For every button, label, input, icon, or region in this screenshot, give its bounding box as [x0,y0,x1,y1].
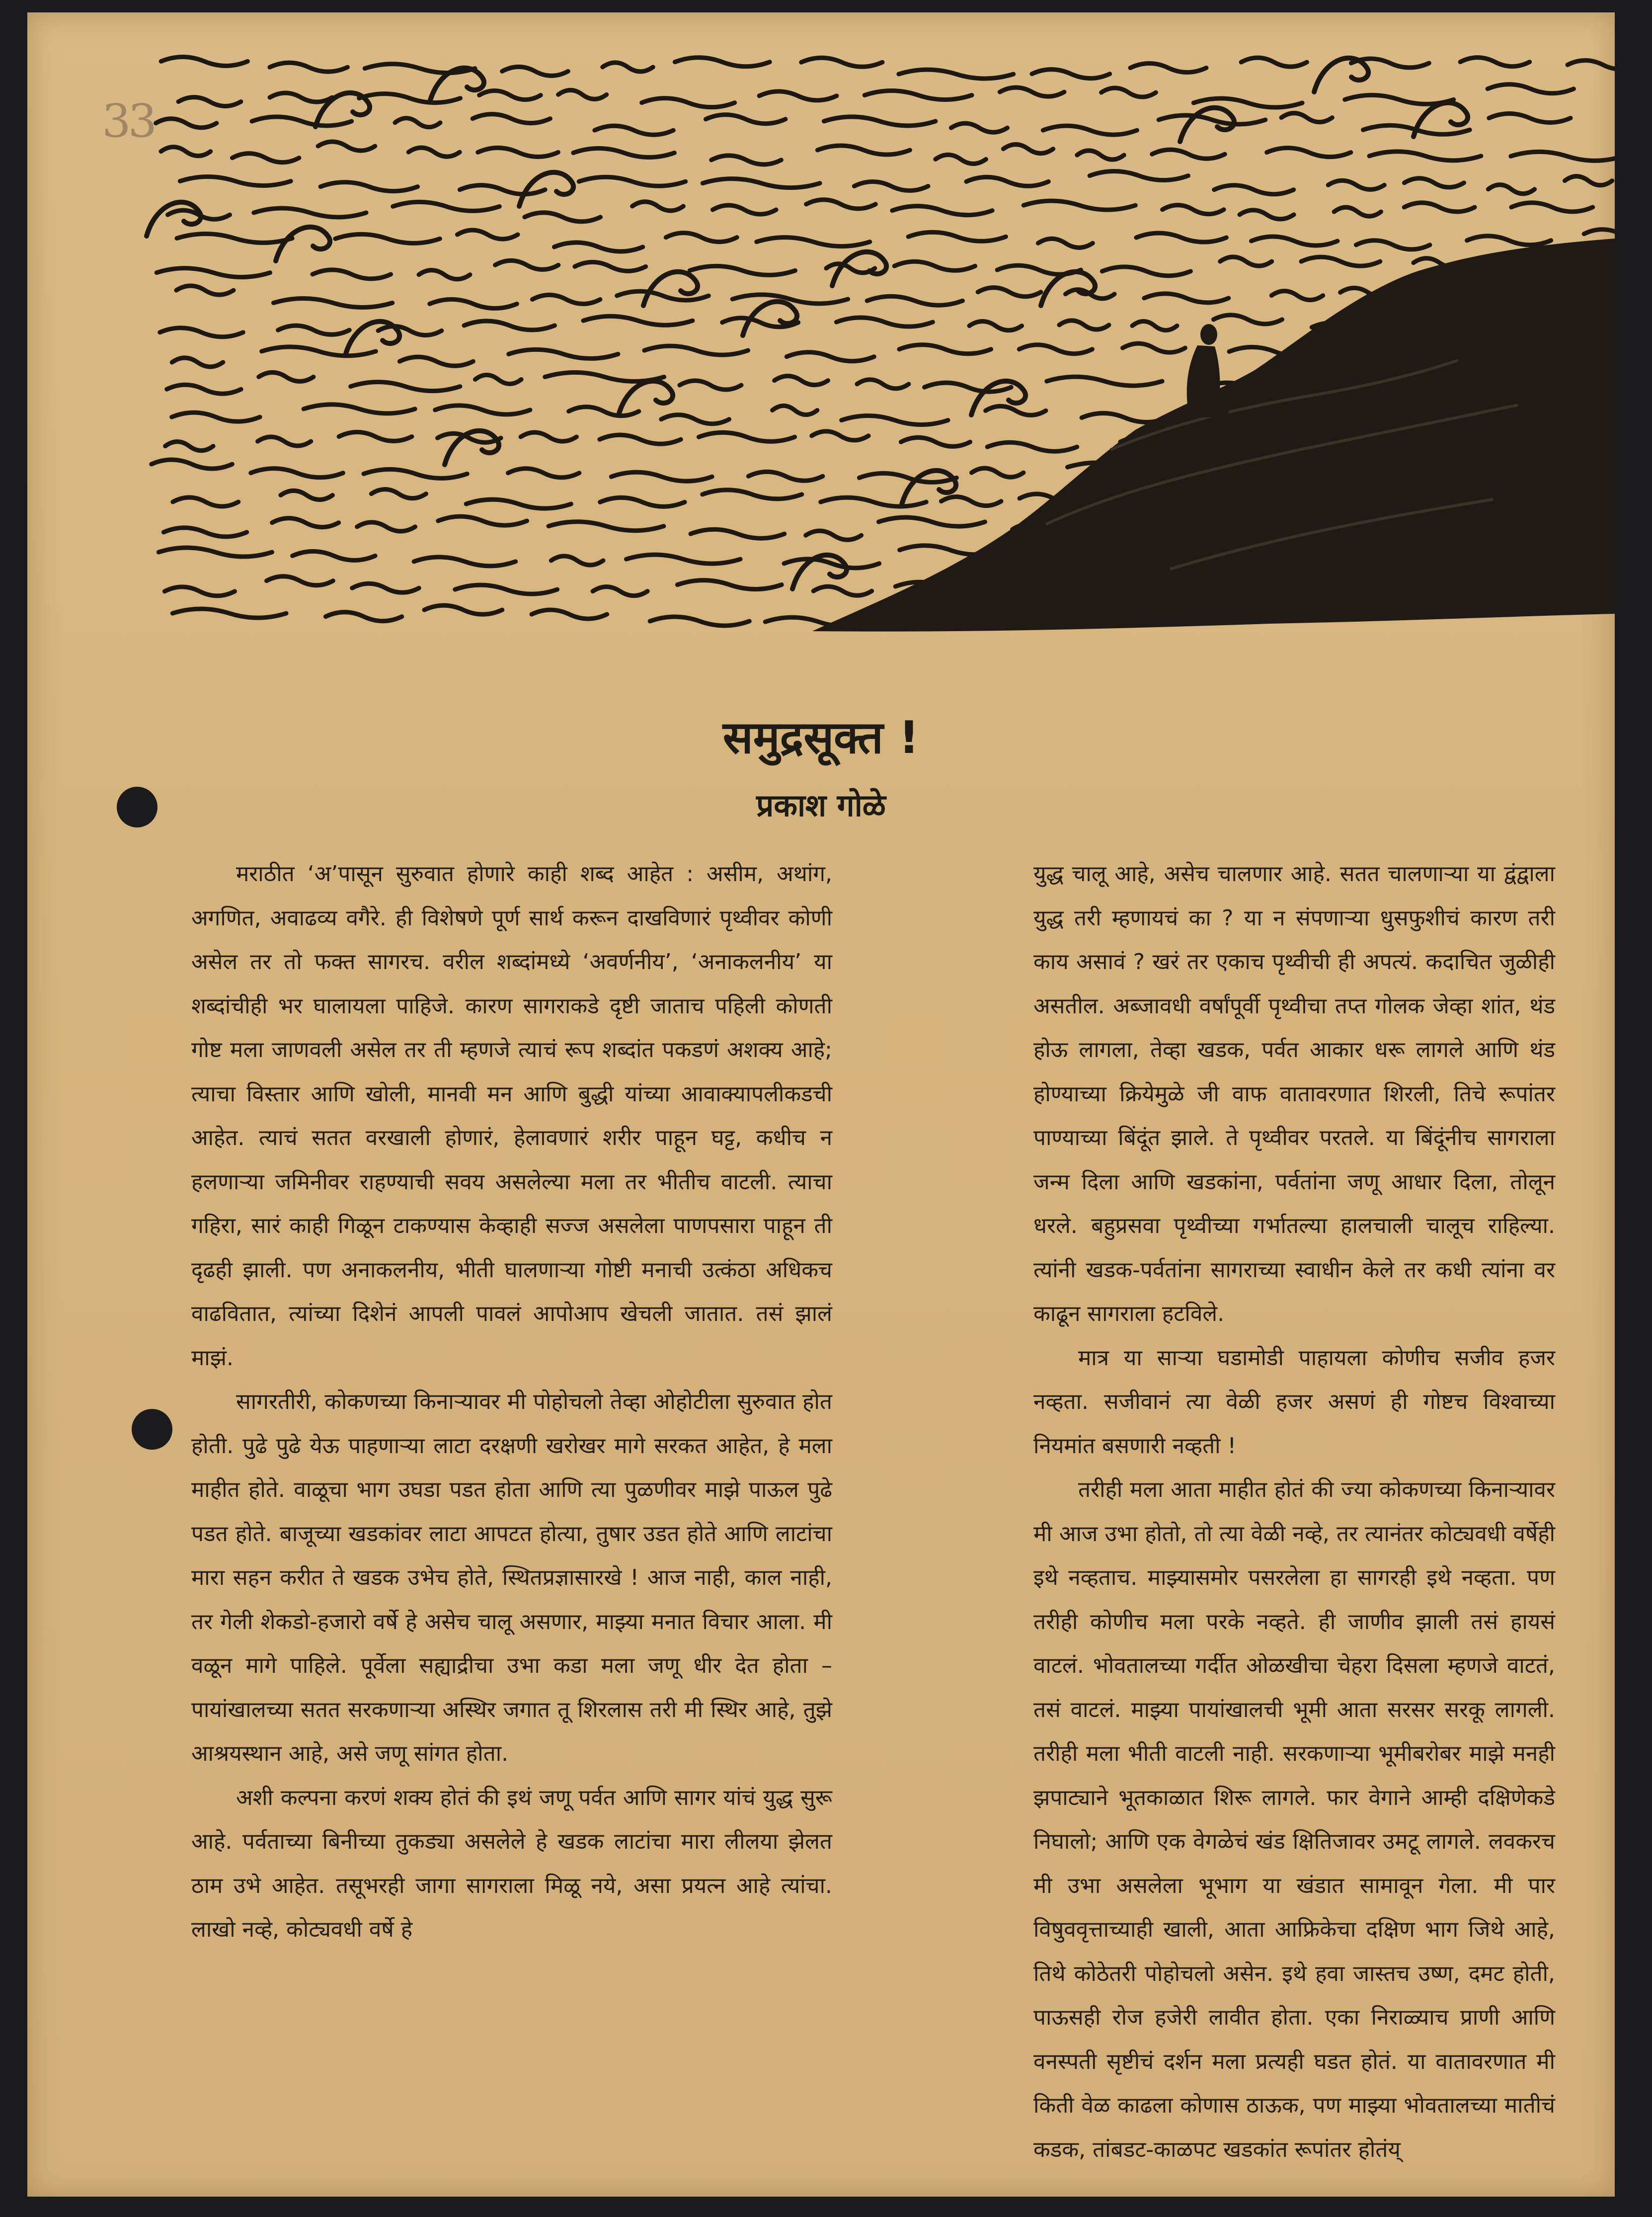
wave-stroke [1000,87,1064,96]
wave-stroke [1043,126,1137,135]
wave-stroke [178,97,241,106]
wave-stroke [414,557,516,566]
wave-stroke [611,472,712,481]
wave-curl [1314,58,1368,92]
wave-stroke [575,262,646,271]
wave-stroke [158,548,272,557]
wave-stroke [251,469,343,478]
wave-stroke [558,90,607,99]
wave-stroke [857,380,909,389]
wave-stroke [806,200,876,209]
wave-stroke [278,326,350,334]
left-column [191,852,832,1952]
wave-stroke [152,460,232,469]
wave-stroke [304,405,415,413]
wave-stroke [632,202,684,211]
wave-stroke [270,63,347,72]
wave-stroke [156,119,217,128]
wave-stroke [603,63,653,72]
wave-stroke [1281,113,1332,122]
wave-stroke [173,497,238,506]
wave-stroke [258,437,311,446]
wave-stroke [176,286,234,295]
wave-stroke [1489,114,1571,123]
paragraph: मात्र या साऱ्या घडामोडी पाहायला कोणीच सजीव हजर नव्हता. सजीवानं त्या वेळी हजर असणं ही गोष्टच विश्वाच्या नियमांत बसणारी नव्हती ! [1033,1345,1555,1459]
wave-stroke [1163,205,1224,214]
wave-stroke [1123,343,1185,352]
wave-stroke [371,490,426,498]
wave-stroke [908,232,1006,241]
wave-stroke [172,609,286,618]
wave-stroke [408,148,460,157]
wave-stroke [161,57,247,66]
wave-stroke [899,345,991,354]
wave-stroke [1488,185,1534,194]
wave-stroke [281,491,332,499]
wave-stroke [172,358,223,367]
wave-stroke [395,118,440,127]
wave-stroke [1241,58,1307,67]
wave-stroke [254,208,366,217]
wave-curl [743,302,797,335]
wave-stroke [293,551,375,560]
wave-stroke [364,469,467,478]
wave-stroke [801,58,882,67]
wave-stroke [711,156,782,164]
wave-stroke [466,499,571,508]
wave-stroke [1328,180,1384,189]
wave-stroke [680,381,741,390]
wave-stroke [972,468,1023,477]
wave-stroke [1144,294,1229,303]
wave-curl [619,381,673,415]
wave-stroke [177,234,292,243]
wave-stroke [1032,70,1110,79]
wave-stroke [978,288,1041,297]
wave-curl [147,202,201,236]
wave-stroke [759,91,837,100]
wave-stroke [1511,152,1615,161]
wave-stroke [352,583,419,592]
wave-stroke [472,114,550,123]
wave-stroke [600,497,685,506]
wave-stroke [325,612,401,621]
wave-stroke [1267,148,1351,157]
wave-stroke [1488,84,1573,93]
wave-stroke [464,321,554,330]
wave-stroke [272,518,339,527]
wave-stroke [252,117,352,126]
wave-stroke [267,576,333,585]
wave-stroke [650,617,749,626]
stormy-sea-cliff-illustration [27,12,1615,668]
wave-stroke [479,91,541,100]
wave-stroke [757,238,870,246]
wave-stroke [161,147,211,156]
paragraph: सागरतीरी, कोकणच्या किनाऱ्यावर मी पोहोचलो तेव्हा ओहोटीला सुरुवात होत होती. पुढे पुढे येऊ पाहणाऱ्या लाटा दरक्षणी खरोखर मागे सरकत आहेत, हे मला माहीत होते. वाळूचा भाग उघडा पडत होता आणि त्या पुळणीवर माझे पाऊल पुढे पडत होते. बाजूच्या खडकांवर लाटा आपटत होत्या, तुषार उडत होते आणि लाटांचा मारा सहन करीत ते खडक उभेच होते, स्थितप्रज्ञासारखे ! आज नाही, काल नाही, तर गेली शेकडो-हजारो वर्षे हे असेच चालू असणार, माझ्या मनात विचार आला. मी वळून मागे पाहिले. पूर्वेला सह्याद्रीचा उभा कडा मला जणू धीर देत होता – पायांखालच्या सतत सरकणाऱ्या अस्थिर जगात तू शिरलास तरी मी स्थिर आहे, तुझे आश्रयस्थान आहे, असे जणू सांगत होता. [191,1389,832,1766]
wave-stroke [393,202,500,211]
paragraph: युद्ध चालू आहे, असेच चालणार आहे. सतत चालणाऱ्या या द्वंद्वाला युद्ध तरी म्हणायचं का ? या न संपणाऱ्या धुसफुशीचं कारण तरी काय असावं ? खरं तर एकाच पृथ्वीची ही अपत्यं. कदाचित जुळीही असतील. अब्जावधी वर्षांपूर्वी पृथ्वीचा तप्त गोलक जेव्हा शांत, थंड होऊ लागला, तेव्हा खडक, पर्वत आकार धरू लागले आणि थंड होण्याच्या क्रियेमुळे जी वाफ वातावरणात शिरली, तिचे रूपांतर पाण्याच्या बिंदूंत झाले. ते पृथ्वीवर परतले. या बिंदूंनीच सागराला जन्म दिला आणि खडकांना, पर्वतांना जणू आधार दिला, तोलून धरले. बहुप्रसवा पृथ्वीच्या गर्भातल्या हालचाली चालूच राहिल्या. त्यांनी खडक-पर्वतांना सागराच्या स्वाधीन केले तर कधी त्यांना वर काढून सागराला हटविले. [1033,861,1555,1326]
wave-stroke [583,316,693,325]
wave-stroke [690,266,795,275]
wave-curl [832,252,886,286]
wave-stroke [1301,257,1380,266]
paragraph: अशी कल्पना करणं शक्य होतं की इथं जणू पर्वत आणि सागर यांचं युद्ध सुरू आहे. पर्वताच्या बिनीच्या तुकड्या असलेले हे खडक लाटांचा मारा लीलया झेलत ठाम उभे आहेत. तसूभरही जागा सागराला मिळू नये, असा प्रयत्न आहे त्यांचा. लाखो नव्हे, कोट्यवधी वर्षे हे [191,1785,832,1942]
wave-stroke [1404,178,1464,187]
wave-stroke [165,442,213,451]
wave-stroke [1102,267,1190,276]
wave-stroke [666,233,737,242]
wave-stroke [419,270,470,279]
wave-stroke [1077,151,1124,160]
wave-stroke [508,469,579,478]
wave-stroke [677,580,782,589]
wave-stroke [357,522,415,531]
wave-stroke [435,406,530,414]
wave-stroke [1334,207,1381,216]
wave-stroke [351,382,460,391]
wave-stroke [821,497,926,506]
article-title: समुद्रसूक्त ! [722,712,920,764]
wave-stroke [600,435,681,444]
wave-stroke [1511,203,1593,212]
wave-stroke [661,415,729,424]
wave-stroke [644,346,748,355]
wave-stroke [784,559,879,568]
wave-stroke [339,432,412,441]
wave-stroke [167,385,241,394]
wave-stroke [773,406,817,414]
wave-stroke [1568,61,1615,70]
wave-stroke [478,148,558,157]
wave-stroke [787,352,874,361]
wave-stroke [532,295,600,304]
wave-stroke [274,298,393,307]
wave-stroke [320,182,417,191]
wave-curl [1041,272,1095,306]
wave-stroke [475,375,521,384]
wave-stroke [1003,145,1053,154]
wave-stroke [842,416,948,425]
wave-stroke [1356,241,1430,249]
wave-stroke [457,230,518,239]
wave-stroke [867,296,962,305]
wave-stroke [172,412,260,421]
wave-stroke [430,299,517,308]
wave-stroke [699,432,794,441]
wave-stroke [706,115,785,124]
wave-stroke [813,586,871,595]
wave-stroke [859,473,956,482]
wave-stroke [1240,210,1294,219]
wave-stroke [318,142,375,151]
wave-stroke [549,522,664,531]
wave-stroke [1059,321,1109,329]
wave-stroke [691,529,785,538]
wave-stroke [399,357,473,366]
wave-stroke [262,347,376,356]
wave-curl [276,227,330,261]
wave-stroke [551,556,603,565]
wave-stroke [812,431,868,440]
wave-stroke [595,126,673,135]
wave-stroke [313,270,391,279]
wave-stroke [986,406,1046,415]
wave-stroke [424,605,502,614]
page-number: 33 [102,94,155,148]
wave-stroke [1136,233,1226,242]
wave-stroke [232,154,299,163]
wave-stroke [573,149,674,158]
wave-stroke [642,98,735,107]
wave-stroke [532,610,607,619]
wave-stroke [509,349,618,358]
wave-stroke [1565,176,1612,185]
wave-stroke [1152,150,1225,159]
wave-stroke [164,587,235,596]
wave-stroke [335,234,440,243]
wave-stroke [180,176,291,185]
wave-stroke [941,497,1001,506]
wave-stroke [901,437,970,446]
wave-stroke [259,372,314,381]
wave-stroke [1038,239,1093,247]
wave-stroke [703,490,802,499]
wave-stroke [879,517,985,526]
wave-stroke [806,531,862,540]
wave-stroke [894,261,975,270]
wave-stroke [359,94,461,103]
cliff-silhouette [812,239,1615,632]
wave-stroke [675,58,770,67]
punch-hole [132,1409,172,1450]
wave-stroke [1460,58,1530,67]
wave-stroke [438,516,527,525]
wave-stroke [1404,203,1475,212]
wave-stroke [525,213,601,222]
wave-stroke [892,206,992,215]
wave-stroke [460,185,545,194]
wave-stroke [865,91,972,100]
wave-stroke [936,155,986,164]
wave-stroke [817,146,910,155]
wave-stroke [1369,152,1481,161]
wave-stroke [502,67,568,76]
wave-stroke [899,70,1014,79]
wave-stroke [160,328,243,337]
wave-stroke [1130,64,1206,73]
wave-stroke [1584,230,1615,239]
wave-stroke [1159,115,1265,124]
magazine-page [27,12,1615,2197]
wave-stroke [579,177,685,186]
wave-stroke [1213,315,1282,324]
wave-stroke [966,177,1048,186]
wave-stroke [1251,237,1337,246]
wave-stroke [712,205,776,214]
wave-stroke [1047,377,1162,386]
paragraph: तरीही मला आता माहीत होतं की ज्या कोकणच्या किनाऱ्यावर मी आज उभा होतो, तो त्या वेळी नव्हे, तर त्यानंतर कोट्यवधी वर्षेही इथे नव्हताच. माझ्यासमोर पसरलेला हा सागरही इथे नव्हता. पण तरीही कोणीच मला परके नव्हते. ही जाणीव झाली तसं हायसं वाटलं. भोवतालच्या गर्दीत ओळखीचा चेहरा दिसला म्हणजे वाटतं, तसं वाटलं. माझ्या पायांखालची भूमी आता सरसर सरकू लागली. तरीही मला भीती वाटली नाही. सरकणाऱ्या भूमीबरोबर माझे मनही झपाट्याने भूतकाळात शिरू लागले. फार वेगाने आम्ही दक्षिणेकडे निघालो; आणि एक वेगळेचं खंड क्षितिजावर उमटू लागले. लवकरच मी उभा असलेला भूभाग या खंडात सामावून गेला. मी पार विषुववृत्ताच्याही खाली, आता आफ्रिकेचा दक्षिण भाग जिथे आहे, तिथे कोठेतरी पोहोचलो असेन. इथे हवा जास्तच उष्ण, दमट होती, पाऊसही रोज हजेरी लावीत होता. एका निराळ्याच प्राणी आणि वनस्पती सृष्टीचं दर्शन मला प्रत्यही घडत होतं. या वातावरणात मी किती वेळ काढला कोणास ठाऊक, पण माझ्या भोवतालच्या मातीचं कडक, तांबडट-काळपट खडकांत रूपांतर होतंय् [1033,1477,1555,2162]
wave-stroke [969,322,1022,330]
wave-stroke [1101,88,1156,97]
wave-stroke [703,179,820,188]
wave-stroke [157,268,270,277]
wave-stroke [569,407,639,416]
wave-stroke [270,93,332,102]
wave-stroke [554,243,642,251]
wave-curl [445,431,499,465]
wave-stroke [495,260,558,269]
wave-stroke [951,123,1007,132]
wave-stroke [1467,236,1551,245]
wave-stroke [521,432,576,441]
wave-stroke [1132,322,1177,330]
wave-stroke [1090,171,1188,180]
wave-stroke [1023,201,1135,210]
wave-stroke [1271,291,1323,300]
wave-stroke [732,295,848,304]
wave-stroke [163,528,246,537]
wave-stroke [987,442,1077,451]
wave-stroke [775,376,828,385]
wave-stroke [1214,185,1294,194]
wave-stroke [854,182,928,191]
wave-stroke [824,117,935,126]
wave-stroke [593,587,647,596]
wave-stroke [378,326,442,335]
wave-stroke [1019,345,1092,354]
article-author: प्रकाश गोळे [756,787,886,823]
wave-stroke [455,585,557,594]
paragraph: मराठीत ‘अ’पासून सुरुवात होणारे काही शब्द आहेत : असीम, अथांग, अगणित, अवाढव्य वगैरे. ही विशेषणे पूर्ण सार्थ करून दाखविणारं पृथ्वीवर कोणी असेल तर तो फक्त सागरच. वरील शब्दांमध्ये ‘अवर्णनीय’, ‘अनाकलनीय’ या शब्दांचीही भर घालायला पाहिजे. कारण सागराकडे दृष्टी जाताच पहिली कोणती गोष्ट मला जाणवली असेल तर ती म्हणजे त्याचं रूप शब्दांत पकडणं अशक्य आहे; त्याचा विस्तार आणि खोली, मानवी मन आणि बुद्धी यांच्या आवाक्यापलीकडची आहेत. त्याचं सतत वरखाली होणारं, हेलावणारं शरीर पाहून घट्ट, कधीच न हलणाऱ्या जमिनीवर राहण्याची सवय असलेल्या मला तर भीतीच वाटली. त्याचा गहिरा, सारं काही गिळून टाकण्यास केव्हाही सज्ज असलेला पाणपसारा पाहून ती दृढही झाली. पण अनाकलनीय, भीती घालणाऱ्या गोष्टी मनाची उत्कंठा अधिकच वाढवितात, त्यांच्या दिशेनं आपली पावलं आपोआप खेचली जातात. तसं झालं माझं. [191,861,832,1371]
wave-stroke [626,555,740,564]
wave-stroke [748,472,822,481]
right-column [1033,852,1555,2172]
wave-stroke [836,318,933,327]
wave-stroke [1220,257,1272,266]
